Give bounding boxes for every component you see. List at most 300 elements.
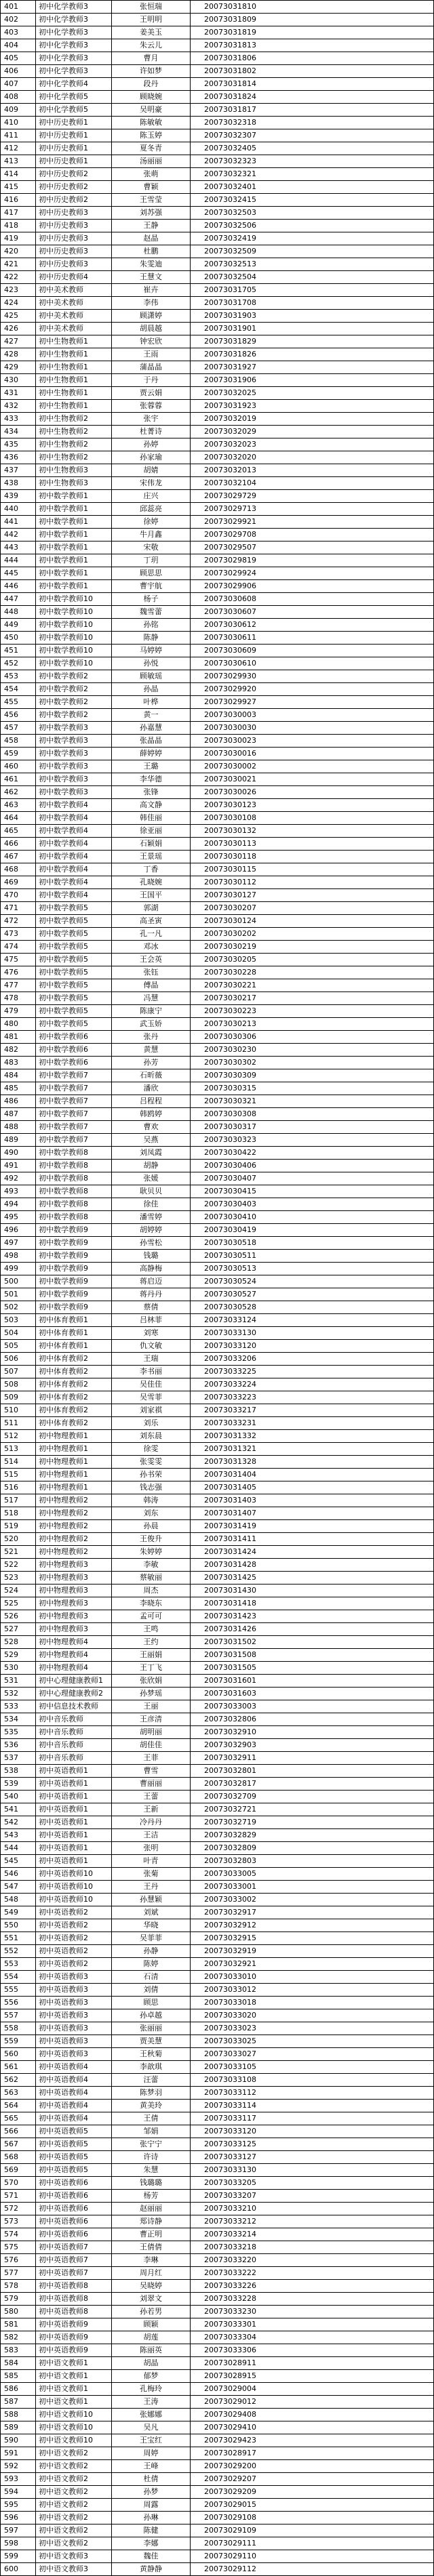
position-cell: 初中英语教师4	[36, 2087, 112, 2099]
row-number-cell: 438	[1, 477, 36, 489]
exam-id-cell: 20073030511	[191, 1250, 434, 1262]
exam-id-cell: 20073029713	[191, 503, 434, 515]
exam-id-cell: 20073029423	[191, 2434, 434, 2447]
row-number-cell: 416	[1, 194, 36, 206]
row-number-cell: 457	[1, 722, 36, 734]
candidate-name-cell: 胡莲	[112, 2331, 191, 2344]
candidate-name-cell: 赵晶	[112, 232, 191, 245]
exam-id-cell: 20073030528	[191, 1301, 434, 1313]
candidate-name-cell: 吴菲菲	[112, 1932, 191, 1944]
position-cell: 初中物理教师4	[36, 1649, 112, 1661]
candidate-name-cell: 王瑞	[112, 1353, 191, 1365]
table-row	[0, 619, 434, 632]
candidate-name-cell: 汤丽丽	[112, 155, 191, 167]
candidate-name-cell: 孙嘉慧	[112, 722, 191, 734]
candidate-name-cell: 吴明豪	[112, 104, 191, 116]
candidate-name-cell: 汪蕾	[112, 2074, 191, 2086]
position-cell: 初中音乐教师	[36, 1713, 112, 1725]
position-cell: 初中生物教师1	[36, 387, 112, 399]
exam-id-cell: 20073033230	[191, 2306, 434, 2318]
position-cell: 初中英语教师8	[36, 2280, 112, 2292]
row-number-cell: 592	[1, 2460, 36, 2472]
exam-id-cell: 20073032318	[191, 117, 434, 129]
position-cell: 初中英语教师1	[36, 1816, 112, 1828]
row-number-cell: 431	[1, 387, 36, 399]
table-row	[0, 1726, 434, 1739]
row-number-cell: 404	[1, 39, 36, 52]
candidate-name-cell: 叶桦	[112, 696, 191, 708]
candidate-name-cell: 许诗	[112, 2151, 191, 2163]
position-cell: 初中英语教师3	[36, 2035, 112, 2047]
candidate-name-cell: 王新	[112, 1803, 191, 1816]
row-number-cell: 591	[1, 2447, 36, 2459]
exam-id-cell: 20073031404	[191, 1469, 434, 1481]
exam-id-cell: 20073030315	[191, 1082, 434, 1095]
table-row	[0, 876, 434, 889]
exam-id-cell: 20073030127	[191, 889, 434, 901]
position-cell: 初中历史教师3	[36, 232, 112, 245]
position-cell: 初中心理健康教师2	[36, 1688, 112, 1700]
row-number-cell: 442	[1, 529, 36, 541]
candidate-name-cell: 吴凡	[112, 2421, 191, 2434]
row-number-cell: 413	[1, 155, 36, 167]
table-row	[0, 1894, 434, 1906]
exam-id-cell: 20073030002	[191, 760, 434, 773]
exam-id-cell: 20073032029	[191, 426, 434, 438]
position-cell: 初中物理教师3	[36, 1585, 112, 1597]
table-row	[0, 966, 434, 979]
row-number-cell: 436	[1, 451, 36, 464]
position-cell: 初中英语教师10	[36, 1881, 112, 1893]
candidate-name-cell: 孔一凡	[112, 928, 191, 940]
candidate-name-cell: 王雨	[112, 348, 191, 361]
row-number-cell: 533	[1, 1700, 36, 1713]
position-cell: 初中数学教师1	[36, 503, 112, 515]
position-cell: 初中物理教师3	[36, 1597, 112, 1610]
row-number-cell: 435	[1, 438, 36, 451]
position-cell: 初中语文教师2	[36, 2537, 112, 2550]
table-row	[0, 1005, 434, 1018]
position-cell: 初中音乐教师	[36, 1726, 112, 1738]
position-cell: 初中数学教师6	[36, 1057, 112, 1069]
exam-id-cell: 20073030118	[191, 851, 434, 863]
exam-id-cell: 20073031813	[191, 39, 434, 52]
table-row	[0, 1263, 434, 1275]
table-row	[0, 310, 434, 323]
position-cell: 初中数学教师9	[36, 1263, 112, 1275]
row-number-cell: 407	[1, 78, 36, 90]
table-row	[0, 1082, 434, 1095]
table-row	[0, 838, 434, 851]
exam-id-cell: 20073032307	[191, 129, 434, 142]
row-number-cell: 466	[1, 838, 36, 850]
exam-id-cell: 20073031411	[191, 1533, 434, 1545]
candidate-name-cell: 张媛	[112, 1172, 191, 1185]
candidate-name-cell: 周杰	[112, 1585, 191, 1597]
candidate-name-cell: 曹宇航	[112, 580, 191, 592]
table-row	[0, 14, 434, 26]
candidate-name-cell: 李书丽	[112, 1366, 191, 1378]
position-cell: 初中数学教师4	[36, 863, 112, 876]
candidate-name-cell: 崔卉	[112, 284, 191, 296]
exam-id-cell: 20073033002	[191, 1894, 434, 1906]
position-cell: 初中英语教师4	[36, 2112, 112, 2125]
table-row	[0, 541, 434, 554]
position-cell: 初中数学教师4	[36, 799, 112, 811]
exam-id-cell: 20073030611	[191, 632, 434, 644]
row-number-cell: 543	[1, 1829, 36, 1841]
row-number-cell: 486	[1, 1095, 36, 1107]
candidate-name-cell: 许如梦	[112, 65, 191, 77]
exam-id-cell: 20073032025	[191, 387, 434, 399]
candidate-name-cell: 钱璐	[112, 1250, 191, 1262]
exam-id-cell: 20073031824	[191, 91, 434, 103]
table-row	[0, 1688, 434, 1700]
position-cell: 初中数学教师5	[36, 915, 112, 927]
exam-id-cell: 20073029004	[191, 2383, 434, 2395]
exam-id-cell: 20073032809	[191, 1842, 434, 1854]
candidate-name-cell: 丁玥	[112, 554, 191, 567]
table-row	[0, 1520, 434, 1533]
exam-id-cell: 20073030518	[191, 1237, 434, 1249]
exam-id-cell: 20073032801	[191, 1765, 434, 1777]
exam-id-cell: 20073031814	[191, 78, 434, 90]
position-cell: 初中数学教师2	[36, 683, 112, 695]
candidate-name-cell: 吴雪菲	[112, 1391, 191, 1404]
row-number-cell: 471	[1, 902, 36, 914]
exam-id-cell: 20073033003	[191, 1700, 434, 1713]
table-row	[0, 1456, 434, 1469]
candidate-name-cell: 曹颖	[112, 181, 191, 193]
exam-id-cell: 20073031505	[191, 1662, 434, 1674]
exam-id-cell: 20073032817	[191, 1778, 434, 1790]
row-number-cell: 535	[1, 1726, 36, 1738]
exam-id-cell: 20073029906	[191, 580, 434, 592]
table-row	[0, 2267, 434, 2280]
table-row	[0, 65, 434, 78]
exam-id-cell: 20073031430	[191, 1585, 434, 1597]
row-number-cell: 417	[1, 207, 36, 219]
row-number-cell: 440	[1, 503, 36, 515]
row-number-cell: 439	[1, 490, 36, 502]
row-number-cell: 469	[1, 876, 36, 888]
position-cell: 初中语文教师2	[36, 2473, 112, 2485]
exam-id-cell: 20073032509	[191, 245, 434, 258]
candidate-name-cell: 蒋丹丹	[112, 1288, 191, 1301]
position-cell: 初中数学教师10	[36, 593, 112, 605]
exam-id-cell: 20073030612	[191, 619, 434, 631]
row-number-cell: 514	[1, 1456, 36, 1468]
candidate-name-cell: 孔晓婉	[112, 876, 191, 888]
row-number-cell: 503	[1, 1314, 36, 1326]
position-cell: 初中化学教师3	[36, 14, 112, 26]
table-row	[0, 387, 434, 400]
row-number-cell: 458	[1, 735, 36, 747]
candidate-name-cell: 王倩倩	[112, 2241, 191, 2253]
row-number-cell: 584	[1, 2357, 36, 2369]
table-row	[0, 104, 434, 117]
table-row	[0, 1636, 434, 1649]
table-row	[0, 39, 434, 52]
candidate-name-cell: 朱婷婷	[112, 1546, 191, 1558]
table-row	[0, 2203, 434, 2215]
position-cell: 初中数学教师9	[36, 1224, 112, 1236]
exam-id-cell: 20073029408	[191, 2409, 434, 2421]
row-number-cell: 530	[1, 1662, 36, 1674]
row-number-cell: 463	[1, 799, 36, 811]
position-cell: 初中英语教师2	[36, 1919, 112, 1931]
exam-id-cell: 20073033018	[191, 1997, 434, 2009]
position-cell: 初中英语教师3	[36, 2022, 112, 2035]
candidate-name-cell: 陈康宁	[112, 1005, 191, 1017]
table-row	[0, 1069, 434, 1082]
candidate-name-cell: 高文静	[112, 799, 191, 811]
candidate-name-cell: 王秋菊	[112, 2048, 191, 2060]
candidate-name-cell: 于丹	[112, 374, 191, 386]
row-number-cell: 522	[1, 1559, 36, 1571]
row-number-cell: 569	[1, 2164, 36, 2176]
row-number-cell: 521	[1, 1546, 36, 1558]
table-row	[0, 1984, 434, 1997]
position-cell: 初中美术教师	[36, 284, 112, 296]
table-row	[0, 1868, 434, 1881]
candidate-name-cell: 李华德	[112, 773, 191, 785]
candidate-name-cell: 韩鸥婷	[112, 1108, 191, 1120]
position-cell: 初中生物教师1	[36, 400, 112, 412]
position-cell: 初中语文教师2	[36, 2524, 112, 2537]
row-number-cell: 450	[1, 632, 36, 644]
exam-id-cell: 20073030513	[191, 1263, 434, 1275]
candidate-name-cell: 夏冬青	[112, 142, 191, 155]
exam-id-cell: 20073033112	[191, 2087, 434, 2099]
position-cell: 初中生物教师1	[36, 335, 112, 348]
exam-id-cell: 20073029110	[191, 2550, 434, 2562]
position-cell: 初中体育教师1	[36, 1314, 112, 1326]
candidate-name-cell: 曹月	[112, 52, 191, 64]
row-number-cell: 494	[1, 1198, 36, 1210]
exam-id-cell: 20073030230	[191, 1044, 434, 1056]
position-cell: 初中数学教师8	[36, 1185, 112, 1198]
row-number-cell: 550	[1, 1919, 36, 1931]
position-cell: 初中数学教师4	[36, 876, 112, 888]
table-row	[0, 1494, 434, 1507]
row-number-cell: 552	[1, 1945, 36, 1957]
row-number-cell: 425	[1, 310, 36, 322]
table-row	[0, 464, 434, 477]
table-row	[0, 1739, 434, 1752]
row-number-cell: 496	[1, 1224, 36, 1236]
row-number-cell: 527	[1, 1623, 36, 1635]
table-row	[0, 1353, 434, 1366]
row-number-cell: 444	[1, 554, 36, 567]
exam-id-cell: 20073033217	[191, 1404, 434, 1416]
row-number-cell: 553	[1, 1958, 36, 1970]
table-row	[0, 1855, 434, 1868]
candidate-name-cell: 王国平	[112, 889, 191, 901]
candidate-name-cell: 朱慧	[112, 2164, 191, 2176]
table-row	[0, 1945, 434, 1958]
table-row	[0, 52, 434, 65]
row-number-cell: 578	[1, 2280, 36, 2292]
row-number-cell: 479	[1, 1005, 36, 1017]
row-number-cell: 461	[1, 773, 36, 785]
position-cell: 初中英语教师9	[36, 2318, 112, 2331]
row-number-cell: 484	[1, 1069, 36, 1082]
candidate-name-cell: 徐佳	[112, 1198, 191, 1210]
candidate-name-cell: 张蓉蓉	[112, 400, 191, 412]
row-number-cell: 575	[1, 2241, 36, 2253]
row-number-cell: 422	[1, 271, 36, 283]
table-row	[0, 1391, 434, 1404]
exam-id-cell: 20073032911	[191, 1752, 434, 1764]
candidate-name-cell: 张丽丽	[112, 2022, 191, 2035]
table-row	[0, 490, 434, 503]
exam-id-cell: 20073030415	[191, 1185, 434, 1198]
table-row	[0, 1906, 434, 1919]
candidate-name-cell: 叶青	[112, 1855, 191, 1867]
row-number-cell: 600	[1, 2563, 36, 2575]
exam-id-cell: 20073033224	[191, 1378, 434, 1391]
exam-id-cell: 20073030309	[191, 1069, 434, 1082]
candidate-name-cell: 王丹	[112, 1881, 191, 1893]
table-row	[0, 1816, 434, 1829]
candidate-name-cell: 李伟	[112, 297, 191, 309]
position-cell: 初中数学教师4	[36, 812, 112, 824]
row-number-cell: 495	[1, 1211, 36, 1223]
exam-id-cell: 20073030610	[191, 657, 434, 670]
candidate-name-cell: 王俊升	[112, 1533, 191, 1545]
row-number-cell: 586	[1, 2383, 36, 2395]
table-row	[0, 91, 434, 104]
candidate-name-cell: 孙若男	[112, 2306, 191, 2318]
position-cell: 初中数学教师1	[36, 490, 112, 502]
exam-id-cell: 20073029112	[191, 2563, 434, 2575]
row-number-cell: 505	[1, 1340, 36, 1352]
row-number-cell: 453	[1, 670, 36, 682]
position-cell: 初中数学教师1	[36, 567, 112, 579]
exam-id-cell: 20073031927	[191, 361, 434, 373]
candidate-name-cell: 王峰	[112, 2460, 191, 2472]
table-row	[0, 593, 434, 606]
row-number-cell: 588	[1, 2409, 36, 2421]
table-row	[0, 1649, 434, 1662]
row-number-cell: 577	[1, 2267, 36, 2279]
candidate-name-cell: 吕林菲	[112, 1314, 191, 1326]
candidate-name-cell: 刘家祺	[112, 1404, 191, 1416]
candidate-name-cell: 蔡倩	[112, 1301, 191, 1313]
exam-id-cell: 20073031426	[191, 1623, 434, 1635]
candidate-name-cell: 高圣寅	[112, 915, 191, 927]
position-cell: 初中历史教师2	[36, 194, 112, 206]
position-cell: 初中英语教师2	[36, 1958, 112, 1970]
exam-id-cell: 20073031508	[191, 1649, 434, 1661]
table-row	[0, 2499, 434, 2512]
exam-id-cell: 20073032829	[191, 1829, 434, 1841]
table-row	[0, 1623, 434, 1636]
position-cell: 初中英语教师6	[36, 2228, 112, 2241]
table-row	[0, 2009, 434, 2022]
exam-id-cell: 20073033228	[191, 2293, 434, 2305]
position-cell: 初中数学教师8	[36, 1160, 112, 1172]
row-number-cell: 587	[1, 2396, 36, 2408]
position-cell: 初中英语教师3	[36, 1984, 112, 1996]
exam-id-cell: 20073033108	[191, 2074, 434, 2086]
candidate-name-cell: 王涛	[112, 2396, 191, 2408]
candidate-name-cell: 潘雪婷	[112, 1211, 191, 1223]
candidate-name-cell: 吴佳佳	[112, 1378, 191, 1391]
table-row	[0, 438, 434, 451]
candidate-name-cell: 张钰	[112, 966, 191, 979]
table-row	[0, 992, 434, 1005]
row-number-cell: 447	[1, 593, 36, 605]
position-cell: 初中语文教师2	[36, 2512, 112, 2524]
exam-id-cell: 20073032513	[191, 258, 434, 270]
exam-id-cell: 20073031708	[191, 297, 434, 309]
position-cell: 初中数学教师9	[36, 1301, 112, 1313]
candidate-name-cell: 邱蕊亮	[112, 503, 191, 515]
exam-id-cell: 20073032419	[191, 232, 434, 245]
table-row	[0, 1134, 434, 1147]
row-number-cell: 581	[1, 2318, 36, 2331]
position-cell: 初中化学教师3	[36, 65, 112, 77]
row-number-cell: 559	[1, 2035, 36, 2047]
candidate-name-cell: 顾思思	[112, 567, 191, 579]
table-row	[0, 1791, 434, 1803]
table-row	[0, 567, 434, 580]
exam-id-cell: 20073032915	[191, 1932, 434, 1944]
position-cell: 初中数学教师1	[36, 516, 112, 528]
candidate-name-cell: 胡佳佳	[112, 1739, 191, 1751]
table-row	[0, 683, 434, 696]
position-cell: 初中数学教师2	[36, 709, 112, 721]
table-row	[0, 2357, 434, 2370]
position-cell: 初中美术教师	[36, 323, 112, 335]
row-number-cell: 490	[1, 1147, 36, 1159]
position-cell: 初中物理教师4	[36, 1636, 112, 1648]
row-number-cell: 502	[1, 1301, 36, 1313]
row-number-cell: 409	[1, 104, 36, 116]
position-cell: 初中历史教师2	[36, 181, 112, 193]
position-cell: 初中数学教师7	[36, 1082, 112, 1095]
row-number-cell: 411	[1, 129, 36, 142]
row-number-cell: 405	[1, 52, 36, 64]
row-number-cell: 424	[1, 297, 36, 309]
row-number-cell: 579	[1, 2293, 36, 2305]
exam-id-cell: 20073032504	[191, 271, 434, 283]
row-number-cell: 558	[1, 2022, 36, 2035]
candidate-name-cell: 徐亚丽	[112, 825, 191, 837]
table-row	[0, 799, 434, 812]
position-cell: 初中数学教师3	[36, 760, 112, 773]
exam-id-cell: 20073033306	[191, 2344, 434, 2356]
row-number-cell: 485	[1, 1082, 36, 1095]
candidate-name-cell: 石颖娟	[112, 838, 191, 850]
candidate-name-cell: 顾潇婷	[112, 310, 191, 322]
candidate-name-cell: 孙书荣	[112, 1469, 191, 1481]
position-cell: 初中语文教师2	[36, 2499, 112, 2511]
position-cell: 初中英语教师3	[36, 2009, 112, 2022]
candidate-name-cell: 王会英	[112, 954, 191, 966]
row-number-cell: 567	[1, 2138, 36, 2150]
candidate-name-cell: 邓冰	[112, 941, 191, 953]
exam-id-cell: 20073029507	[191, 541, 434, 554]
row-number-cell: 554	[1, 1971, 36, 1983]
table-row	[0, 271, 434, 284]
row-number-cell: 556	[1, 1997, 36, 2009]
candidate-name-cell: 刘斌	[112, 1906, 191, 1919]
table-row	[0, 645, 434, 657]
table-row	[0, 1121, 434, 1134]
